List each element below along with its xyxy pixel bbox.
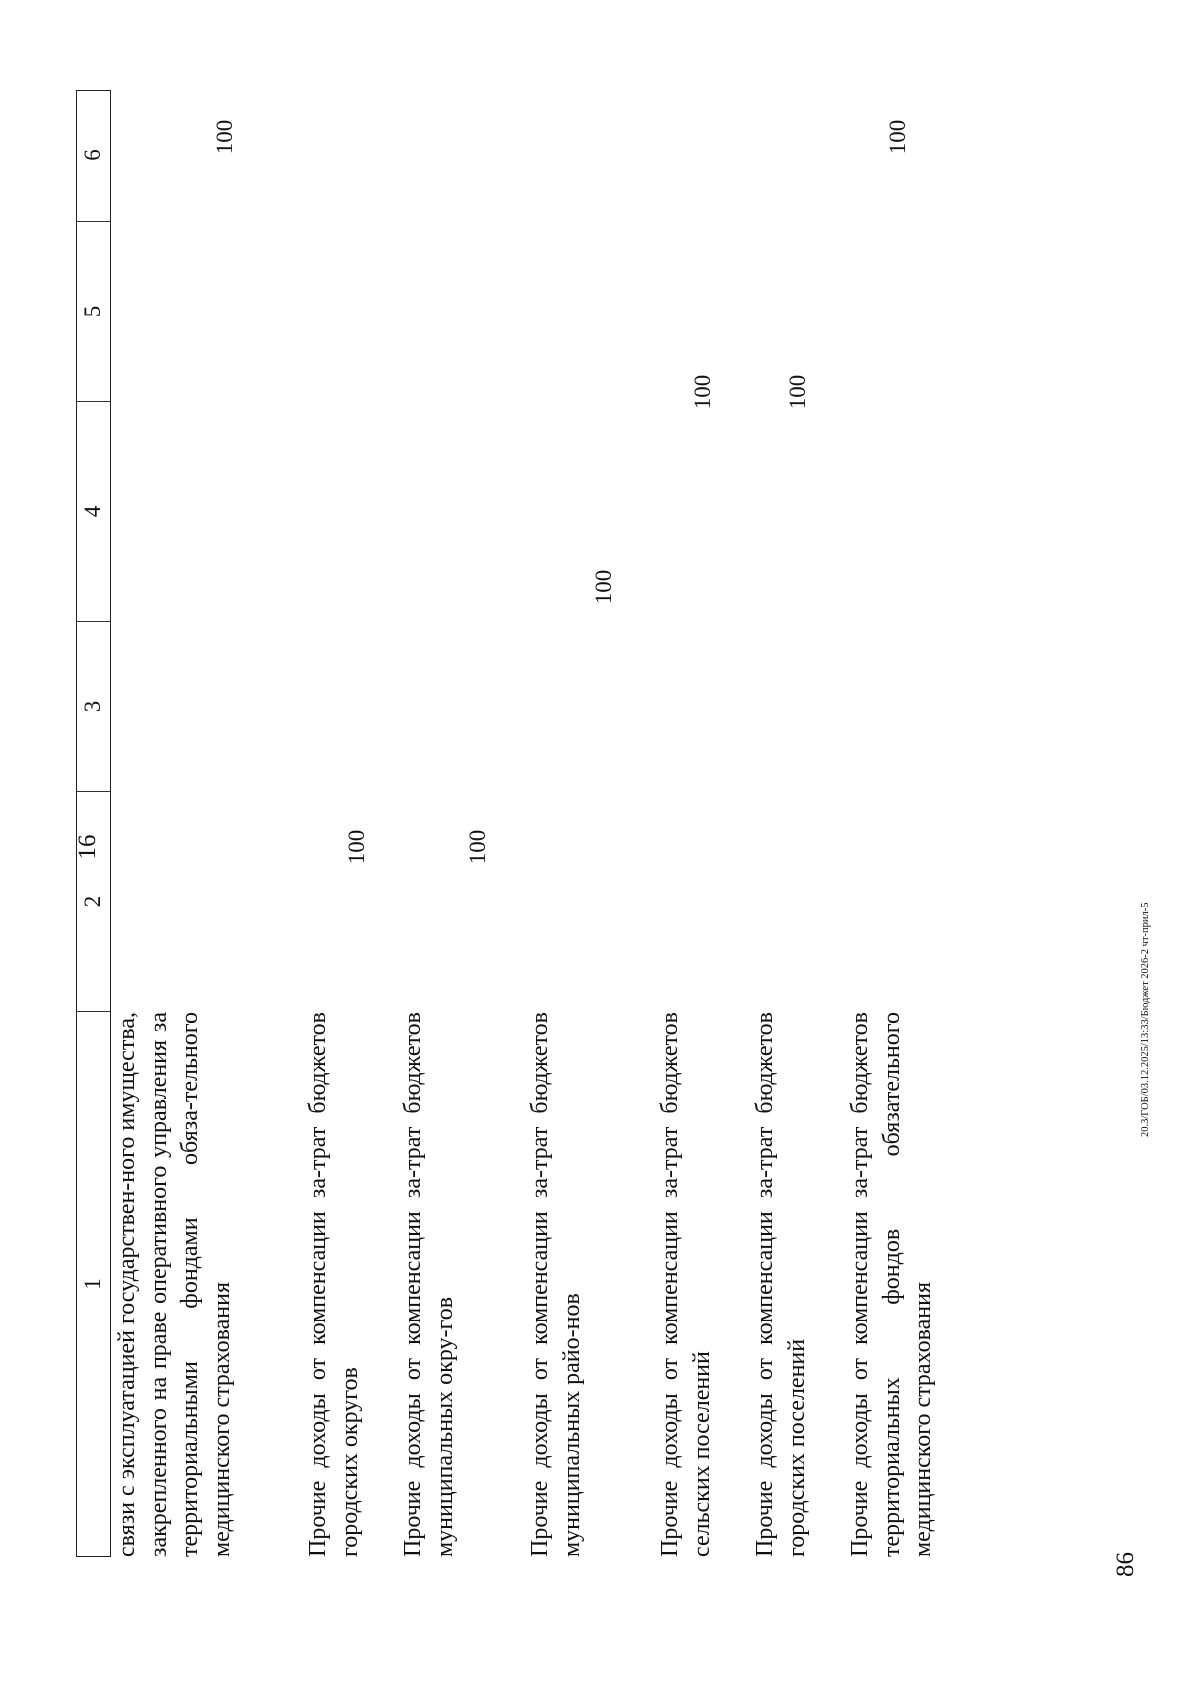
table-row-5-col5-value: 100 — [690, 374, 715, 410]
table-row-4-col4-value: 100 — [591, 569, 616, 605]
table-row-text-6: Прочие доходы от компенсации за-трат бюджетов городских поселений — [752, 1012, 810, 1557]
table-row-text-7: Прочие доходы от компенсации за-трат бюджетов территориальных фондов обязательного медицинского страхования — [847, 1012, 936, 1557]
table-row-text-5: Прочие доходы от компенсации за-трат бюджетов сельских поселений — [657, 1012, 715, 1557]
table-row-2-col3-value: 100 — [344, 829, 369, 865]
table-row-text-2: Прочие доходы от компенсации за-трат бюджетов городских округов — [305, 1012, 363, 1557]
header-cell-4: 4 — [77, 401, 110, 621]
header-cell-6: 6 — [80, 149, 105, 161]
page-number-bottom: 86 — [1112, 1552, 1139, 1577]
table-row-text-3: Прочие доходы от компенсации за-трат бюджетов муниципальных окру-гов — [400, 1012, 458, 1557]
table-row-text-1: связи с эксплуатацией государствен-ного имущества, закрепленного на праве оперативного управления за территориальными фондами обяза-тельного медицинского страхования — [114, 1012, 235, 1557]
table-header-row — [76, 90, 111, 1557]
table-row-3-col3-value: 100 — [465, 829, 490, 865]
table-row-1-col6-value: 100 — [212, 119, 237, 155]
header-cell-2: 2 — [77, 791, 110, 1011]
table-row-7-col6-value: 100 — [885, 119, 910, 155]
footer-code: 20.3/ГОБ/03.12.2025/13:33/Бюджет 2026-2 чт-прил-5 — [1140, 902, 1151, 1137]
table-row-text-4: Прочие доходы от компенсации за-трат бюджетов муниципальных райо-нов — [527, 1012, 585, 1557]
header-cell-5: 5 — [77, 221, 110, 401]
header-cell-3: 3 — [77, 621, 110, 791]
table-row-6-col5-value: 100 — [785, 374, 810, 410]
page-number-top: 16 — [74, 834, 101, 860]
header-cell-1: 1 — [77, 1011, 110, 1556]
